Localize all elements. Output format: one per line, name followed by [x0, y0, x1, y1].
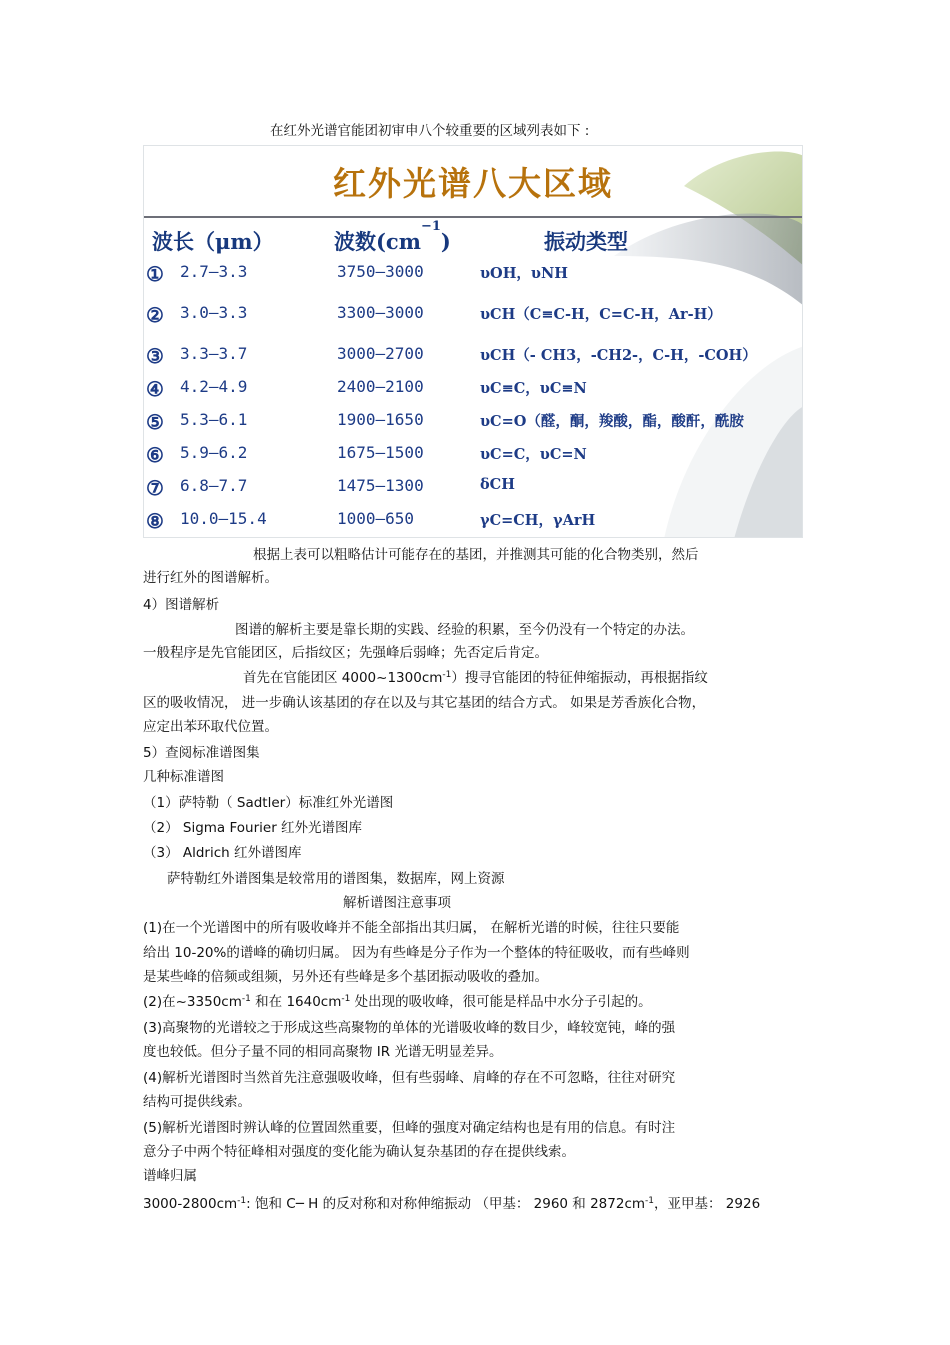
intro-line: 在红外光谱官能团初审申八个较重要的区域列表如下 : — [270, 123, 590, 139]
paragraph-line: $3000-2800cm^{-1}$: 饱和 C─ H 的反对称和对称伸缩振动 （甲基： 2960 和 $2872cm^{-1}$，亚甲基： 2926 — [143, 1196, 761, 1212]
table-row — [144, 476, 802, 509]
paragraph-line: 度也较低。但分子量不同的相同高聚物 IR 光谱无明显差异。 — [143, 1044, 503, 1060]
header-wavelength: 波长（μm） — [152, 229, 274, 254]
table-row — [144, 377, 802, 410]
subheading: 解析谱图注意事项 — [343, 895, 451, 911]
row-wavenumber: 3000—2700 — [337, 344, 424, 363]
row-wavenumber: 2400—2100 — [337, 377, 424, 396]
paragraph-line: 萨特勒红外谱图集是较常用的谱图集，数据库，网上资源 — [167, 871, 505, 887]
header-vibration: 振动类型 — [544, 229, 628, 254]
table-row — [144, 262, 802, 295]
table-row — [144, 410, 802, 443]
row-wavelength: 3.3—3.7 — [180, 344, 248, 363]
row-vibration: υC=O（醛，酮，羧酸，酯，酸酐，酰胺 — [480, 413, 744, 430]
section-heading-5: 5）查阅标准谱图集 — [143, 745, 260, 761]
paragraph-line: (2)在$\sim 3350cm^{-1}$ 和在 $1640cm^{-1}$ 处出现的吸收峰，很可能是样品中水分子引起的。 — [143, 994, 652, 1010]
row-wavenumber: 1900—1650 — [337, 410, 424, 429]
row-number: ① — [146, 262, 164, 286]
row-vibration: υC≡C，υC≡N — [480, 380, 587, 397]
row-wavelength: 2.7—3.3 — [180, 262, 248, 281]
paragraph-line: 图谱的解析主要是靠长期的实践、经验的积累，至今仍没有一个特定的办法。 — [235, 622, 694, 638]
table-row — [144, 344, 802, 377]
row-wavelength: 5.3—6.1 — [180, 410, 248, 429]
figure-title: 红外光谱八大区域 — [333, 164, 613, 203]
row-vibration: υCH（C≡C-H，C=C-H，Ar-H） — [480, 306, 722, 323]
row-wavelength: 10.0—15.4 — [180, 509, 267, 528]
section-heading-4: 4）图谱解析 — [143, 597, 220, 613]
row-wavenumber: 1000—650 — [337, 509, 415, 528]
paragraph-line: 给出 10-20%的谱峰的确切归属。 因为有些峰是分子作为一个整体的特征吸收，而有些峰则 — [143, 945, 690, 961]
figure-rule — [144, 216, 802, 218]
row-number: ⑥ — [146, 443, 164, 467]
row-wavenumber: 3750—3000 — [337, 262, 424, 281]
row-number: ⑤ — [146, 410, 164, 434]
table-row — [144, 509, 802, 538]
row-vibration: υC=C，υC=N — [480, 446, 587, 463]
paragraph-line: 根据上表可以粗略估计可能存在的基团，并推测其可能的化合物类别，然后 — [253, 547, 699, 563]
paragraph-line: (5)解析光谱图时辨认峰的位置固然重要，但峰的强度对确定结构也是有用的信息。有时注 — [143, 1120, 676, 1136]
list-item: （1）萨特勒（ Sadtler）标准红外光谱图 — [143, 795, 394, 811]
paragraph-line: (4)解析光谱图时当然首先注意强吸收峰，但有些弱峰、肩峰的存在不可忽略，往往对研究 — [143, 1070, 676, 1086]
paragraph-line: 进行红外的图谱解析。 — [143, 570, 278, 586]
table-row — [144, 303, 802, 336]
paragraph-line: 区的吸收情况， 进一步确认该基团的存在以及与其它基团的结合方式。 如果是芳香族化合物， — [143, 695, 706, 711]
row-wavenumber: 3300—3000 — [337, 303, 424, 322]
row-vibration: δCH — [480, 476, 515, 493]
row-wavelength: 3.0—3.3 — [180, 303, 248, 322]
row-number: ③ — [146, 344, 164, 368]
row-vibration: γC=CH，γArH — [480, 512, 596, 529]
paragraph-line: 一般程序是先官能团区，后指纹区；先强峰后弱峰；先否定后肯定。 — [143, 645, 548, 661]
row-wavenumber: 1475—1300 — [337, 476, 424, 495]
row-number: ④ — [146, 377, 164, 401]
row-number: ② — [146, 303, 164, 327]
paragraph-line: 首先在官能团区 $4000\sim 1300cm^{-1}$）搜寻官能团的特征伸缩振动，再根据指纹 — [243, 670, 708, 686]
ir-regions-figure — [143, 145, 803, 538]
row-vibration: υCH（- CH3，-CH2-，C-H，-COH） — [480, 347, 757, 364]
paragraph-line: 应定出苯环取代位置。 — [143, 719, 278, 735]
paragraph-line: 结构可提供线索。 — [143, 1094, 251, 1110]
row-wavelength: 4.2—4.9 — [180, 377, 248, 396]
paragraph-line: (1)在一个光谱图中的所有吸收峰并不能全部指出其归属， 在解析光谱的时候，往往只要能 — [143, 920, 680, 936]
row-vibration: υOH，υNH — [480, 265, 568, 282]
row-wavenumber: 1675—1500 — [337, 443, 424, 462]
paragraph-line: 意分子中两个特征峰相对强度的变化能为确认复杂基团的存在提供线索。 — [143, 1144, 575, 1160]
table-row — [144, 443, 802, 476]
row-number: ⑦ — [146, 476, 164, 500]
paragraph-line: 几种标准谱图 — [143, 769, 224, 785]
row-wavelength: 5.9—6.2 — [180, 443, 248, 462]
header-wavenumber: 波数$(cm^{-1})$ — [334, 219, 451, 254]
row-wavelength: 6.8—7.7 — [180, 476, 248, 495]
list-item: （3） Aldrich 红外谱图库 — [143, 845, 302, 861]
paragraph-line: 是某些峰的倍频或组频，另外还有些峰是多个基团振动吸收的叠加。 — [143, 969, 548, 985]
section-heading-peaks: 谱峰归属 — [143, 1168, 197, 1184]
list-item: （2） Sigma Fourier 红外光谱图库 — [143, 820, 363, 836]
row-number: ⑧ — [146, 509, 164, 533]
paragraph-line: (3)高聚物的光谱较之于形成这些高聚物的单体的光谱吸收峰的数目少，峰较宽钝，峰的强 — [143, 1020, 676, 1036]
